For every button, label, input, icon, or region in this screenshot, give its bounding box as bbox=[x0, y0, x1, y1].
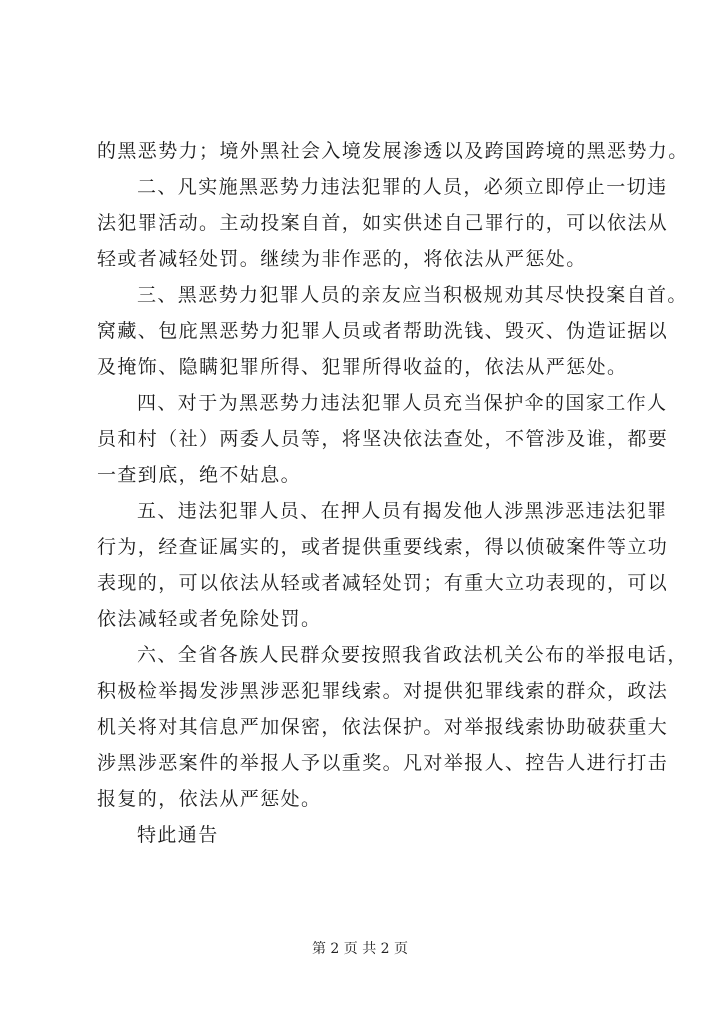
text-line: 员和村（社）两委人员等，将坚决依法查处，不管涉及谁，都要 bbox=[97, 428, 669, 450]
text-line: 一查到底，绝不姑息。 bbox=[97, 464, 302, 486]
text-line: 报复的，依法从严惩处。 bbox=[97, 788, 322, 810]
paragraph-3-start: 三、黑恶势力犯罪人员的亲友应当积极规劝其尽快投案自首。 bbox=[137, 284, 688, 306]
text-line: 行为，经查证属实的，或者提供重要线索，得以侦破案件等立功 bbox=[97, 536, 669, 558]
text-line: 涉黑涉恶案件的举报人予以重奖。凡对举报人、控告人进行打击 bbox=[97, 752, 669, 774]
text-line: 的黑恶势力；境外黑社会入境发展渗透以及跨国跨境的黑恶势力。 bbox=[97, 140, 689, 162]
text-line: 表现的，可以依法从轻或者减轻处罚；有重大立功表现的，可以 bbox=[97, 572, 669, 594]
paragraph-6-start: 六、全省各族人民群众要按照我省政法机关公布的举报电话， bbox=[137, 644, 688, 666]
paragraph-2-start: 二、凡实施黑恶势力违法犯罪的人员，必须立即停止一切违 bbox=[137, 176, 668, 198]
text-line: 法犯罪活动。主动投案自首，如实供述自己罪行的，可以依法从 bbox=[97, 212, 669, 234]
text-line: 机关将对其信息严加保密，依法保护。对举报线索协助破获重大 bbox=[97, 716, 669, 738]
text-line: 及掩饰、隐瞒犯罪所得、犯罪所得收益的，依法从严惩处。 bbox=[97, 356, 628, 378]
closing-notice: 特此通告 bbox=[137, 824, 219, 846]
page-number: 第 2 页 共 2 页 bbox=[311, 941, 409, 957]
paragraph-5-start: 五、违法犯罪人员、在押人员有揭发他人涉黑涉恶违法犯罪 bbox=[137, 500, 668, 522]
text-line: 依法减轻或者免除处罚。 bbox=[97, 608, 322, 630]
text-line: 积极检举揭发涉黑涉恶犯罪线索。对提供犯罪线索的群众，政法 bbox=[97, 680, 669, 702]
document-body bbox=[97, 133, 689, 853]
text-line: 轻或者减轻处罚。继续为非作恶的，将依法从严惩处。 bbox=[97, 248, 587, 270]
paragraph-4-start: 四、对于为黑恶势力违法犯罪人员充当保护伞的国家工作人 bbox=[137, 392, 668, 414]
text-line: 窝藏、包庇黑恶势力犯罪人员或者帮助洗钱、毁灭、伪造证据以 bbox=[97, 320, 669, 342]
